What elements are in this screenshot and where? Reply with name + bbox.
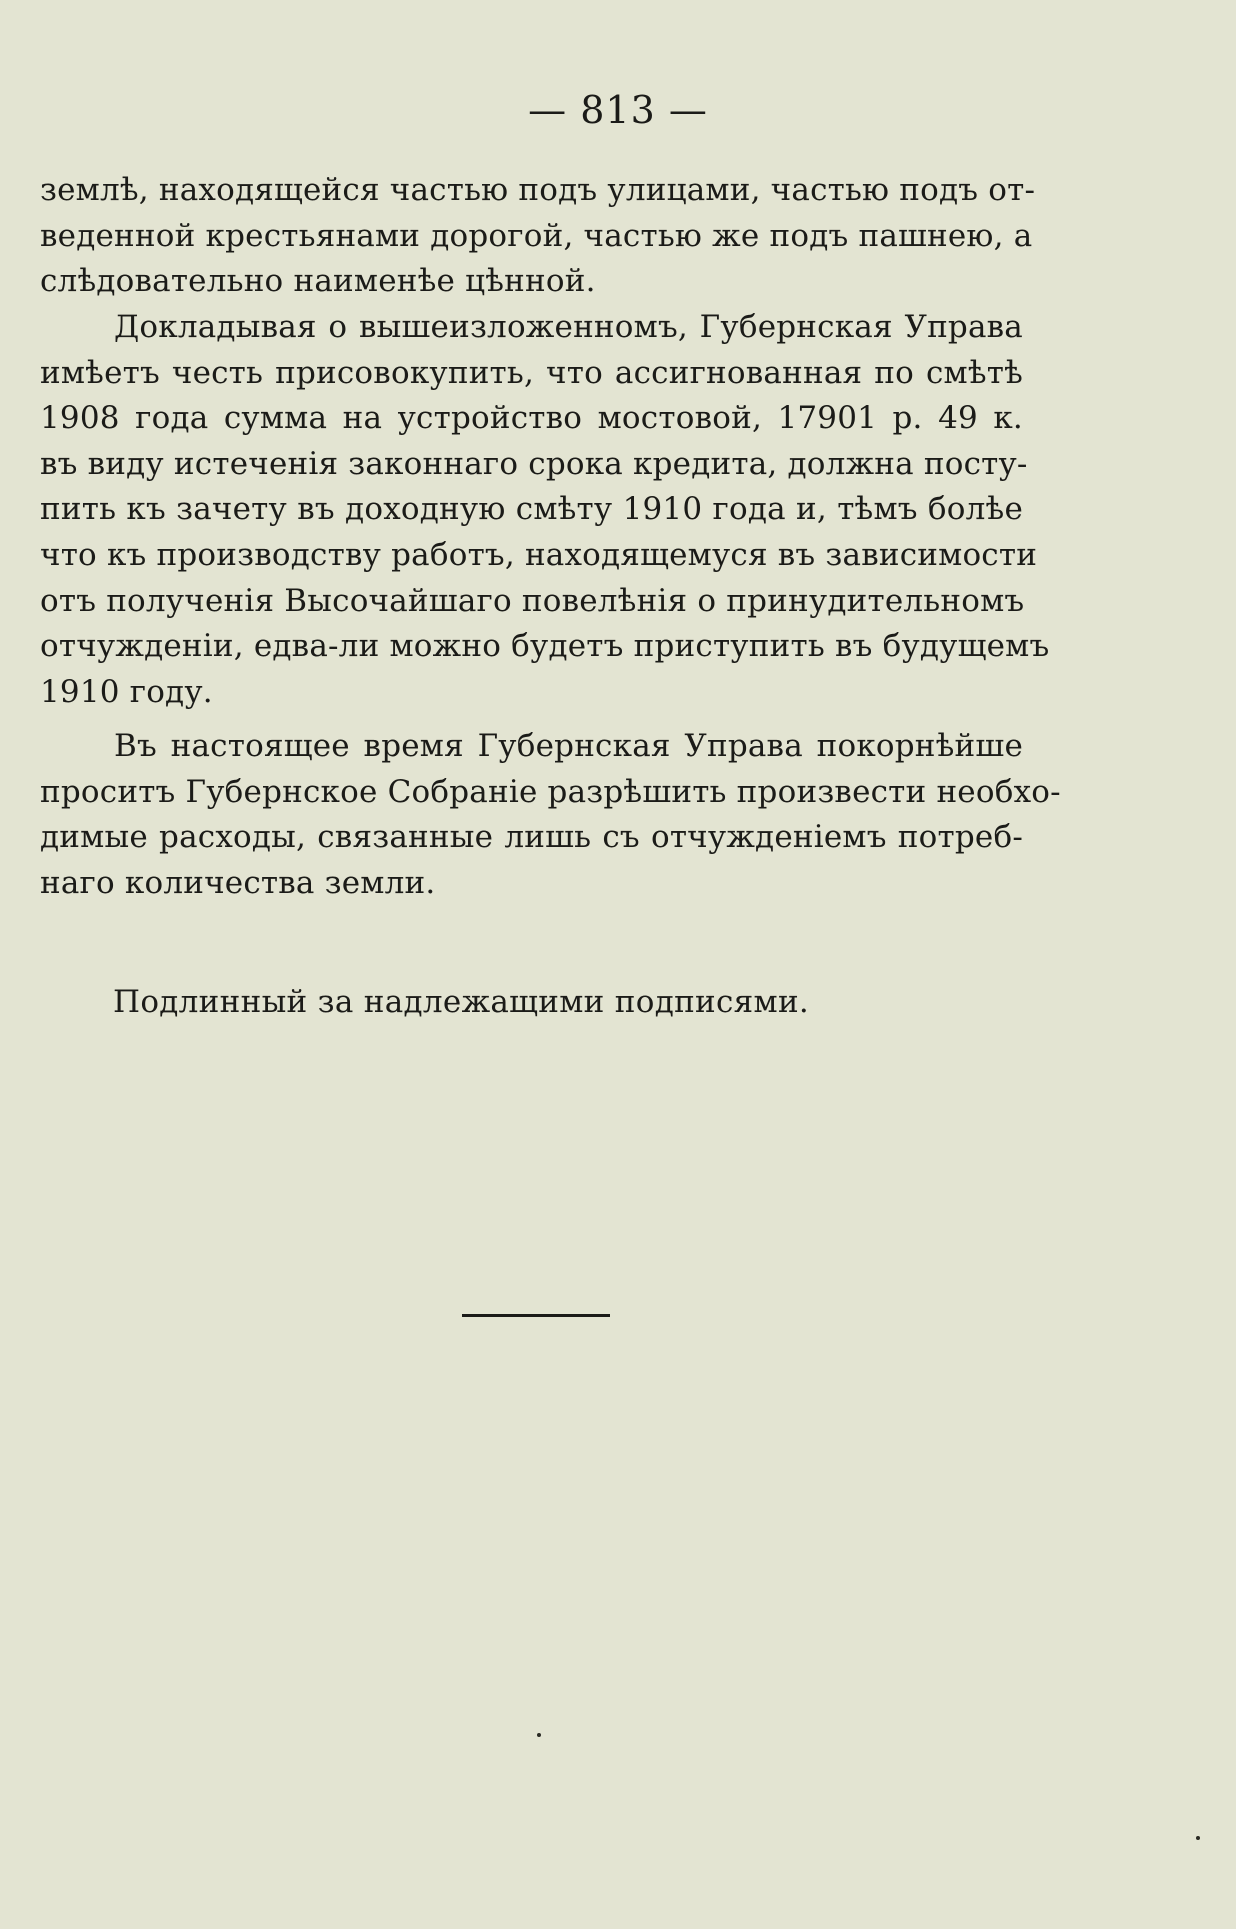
text-line: имѣетъ честь присовокупить, что ассигнованная по смѣтѣ bbox=[40, 354, 1023, 391]
text-line: наго количества земли. bbox=[40, 864, 436, 901]
text-line: Докладывая о вышеизложенномъ, Губернская Управа bbox=[114, 309, 1023, 345]
text-line: проситъ Губернское Собраніе разрѣшить произвести необхо- bbox=[40, 773, 1061, 810]
text-line: что къ производству работъ, находящемуся въ зависимости bbox=[40, 536, 1038, 573]
text-line: Въ настоящее время Губернская Управа покорнѣйше bbox=[114, 728, 1023, 764]
page-number: — 813 — bbox=[528, 88, 708, 132]
text-line: слѣдовательно наименѣе цѣнной. bbox=[40, 263, 596, 300]
text-line: отчужденіи, едва-ли можно будетъ приступить въ будущемъ bbox=[40, 628, 1050, 665]
text-line: пить къ зачету въ доходную смѣту 1910 года и, тѣмъ болѣе bbox=[40, 491, 1023, 528]
paragraph-request bbox=[40, 724, 1061, 906]
text-line: веденной крестьянами дорогой, частью же подъ пашнею, а bbox=[40, 217, 1033, 254]
paper-speck bbox=[1196, 1836, 1200, 1840]
paragraph-continuation bbox=[40, 168, 1036, 305]
text-line: землѣ, находящейся частью подъ улицами, частью подъ от- bbox=[40, 172, 1036, 208]
text-line: димые расходы, связанные лишь съ отчужденіемъ потреб- bbox=[40, 819, 1023, 856]
text-line: отъ полученія Высочайшаго повелѣнія о принудительномъ bbox=[40, 582, 1025, 619]
paper-speck bbox=[537, 1733, 541, 1737]
text-line: 1910 году. bbox=[40, 673, 213, 710]
signature-note: Подлинный за надлежащими подписями. bbox=[113, 984, 810, 1020]
paragraph-report bbox=[40, 305, 1050, 715]
closing-rule bbox=[462, 1314, 610, 1317]
text-line: 1908 года сумма на устройство мостовой, 17901 р. 49 к. bbox=[40, 400, 1023, 437]
text-line: въ виду истеченія законнаго срока кредита, должна посту- bbox=[40, 445, 1028, 482]
